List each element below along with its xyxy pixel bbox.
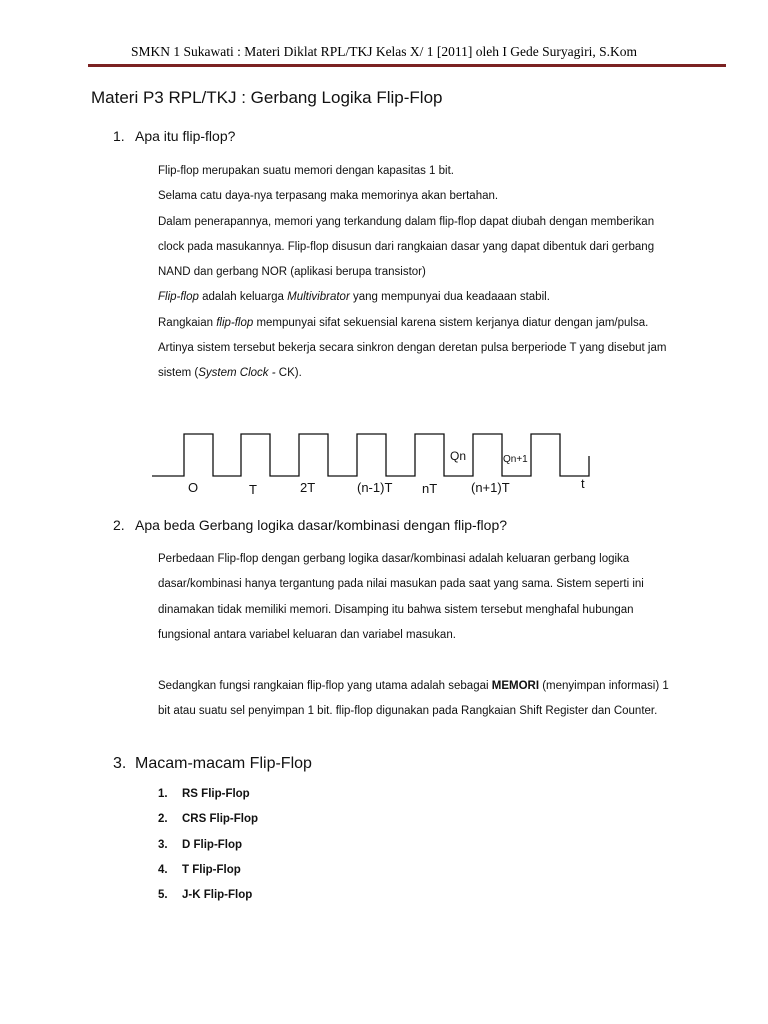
s2-p2-memori: MEMORI	[491, 680, 540, 692]
list-item	[158, 782, 258, 807]
list-item-label: T Flip-Flop	[182, 863, 241, 876]
section-3-heading	[113, 755, 312, 773]
s1-line-1: Flip-flop merupakan suatu memori dengan kapasitas 1 bit.	[158, 165, 454, 177]
section-1-title: Apa itu flip-flop?	[135, 128, 236, 144]
label-t: T	[249, 482, 257, 497]
s1-line-5: NAND dan gerbang NOR (aplikasi berupa transistor)	[158, 266, 426, 279]
s1-line-7-b: flip-flop	[216, 316, 254, 329]
section-2-title: Apa beda Gerbang logika dasar/kombinasi dengan flip-flop?	[135, 517, 508, 533]
s1-line-3: Dalam penerapannya, memori yang terkandung dalam flip-flop dapat diubah dengan memberikan	[158, 215, 655, 228]
list-item-label: D Flip-Flop	[182, 838, 243, 851]
s2-p1-line-3: dinamakan tidak memiliki memori. Disamping itu bahwa sistem tersebut menghafal hubungan	[158, 603, 634, 616]
s1-line-2: Selama catu daya-nya terpasang maka memorinya akan bertahan.	[158, 190, 499, 203]
list-item-label: CRS Flip-Flop	[182, 813, 259, 826]
label-2t: 2T	[300, 480, 316, 495]
section-1-number: 1.	[113, 128, 125, 144]
section-2-para-2	[158, 674, 728, 725]
s2-p2-line-1	[158, 674, 728, 699]
section-1-heading	[113, 128, 235, 144]
list-item-number: 1.	[158, 788, 168, 800]
s2-p2-line-1-c: (menyimpan informasi) 1	[539, 680, 669, 692]
header-rule	[88, 64, 726, 67]
label-n-minus-1-t: (n-1)T	[357, 480, 393, 495]
s2-p2-line-1-a: Sedangkan fungsi rangkaian flip-flop yang utama adalah sebagai	[158, 680, 492, 692]
list-item	[158, 833, 258, 858]
section-1-body	[158, 159, 728, 387]
label-axis-t: t	[581, 476, 585, 491]
list-item-label: J-K Flip-Flop	[182, 889, 253, 902]
s2-p2-line-2: bit atau suatu sel penyimpan 1 bit. flip-flop digunakan pada Rangkaian Shift Register dan Counter.	[158, 705, 658, 718]
s1-line-7	[158, 311, 728, 336]
label-nt: nT	[422, 481, 438, 496]
list-item-number: 4.	[158, 863, 168, 876]
list-item-number: 5.	[158, 889, 168, 902]
list-item-number: 3.	[158, 838, 168, 851]
section-3-title: Macam-macam Flip-Flop	[135, 755, 312, 772]
list-item-label: RS Flip-Flop	[182, 788, 250, 800]
s1-line-6-b: adalah keluarga	[198, 291, 288, 304]
section-2-para-1	[158, 547, 728, 648]
section-2-heading	[113, 517, 507, 533]
s1-line-6-c: Multivibrator	[287, 291, 350, 304]
section-3-number: 3.	[113, 755, 127, 772]
list-item	[158, 858, 258, 883]
clock-waveform-diagram	[0, 420, 768, 500]
s1-line-9-b: System Clock -	[198, 367, 279, 380]
label-o: O	[188, 480, 199, 495]
section-2-number: 2.	[113, 517, 125, 533]
label-qn: Qn	[450, 449, 467, 463]
list-item	[158, 807, 258, 832]
s2-p1-line-4: fungsional antara variabel keluaran dan variabel masukan.	[158, 628, 456, 641]
s1-line-7-a: Rangkaian	[158, 316, 217, 329]
s1-line-9-a: sistem (	[158, 367, 199, 380]
s1-line-9-c: CK).	[278, 367, 302, 380]
s1-line-8: Artinya sistem tersebut bekerja secara sinkron dengan deretan pulsa berperiode T yang disebut jam	[158, 342, 667, 355]
list-item-number: 2.	[158, 813, 168, 826]
flip-flop-type-list	[158, 782, 258, 908]
s2-p1-line-1: Perbedaan Flip-flop dengan gerbang logika dasar/kombinasi adalah keluaran gerbang logika	[158, 553, 630, 565]
s1-line-6-a: Flip-flop	[158, 291, 199, 304]
s2-p1-line-2: dasar/kombinasi hanya tergantung pada nilai masukan pada saat yang sama. Sistem seperti ini	[158, 578, 644, 591]
label-qn-plus-1: Qn+1	[503, 454, 528, 465]
document-title: Materi P3 RPL/TKJ : Gerbang Logika Flip-Flop	[91, 88, 443, 107]
list-item	[158, 883, 258, 908]
s1-line-6-d: yang mempunyai dua keadaaan stabil.	[349, 291, 550, 304]
s1-line-9	[158, 361, 728, 386]
s1-line-7-c: mempunyai sifat sekuensial karena sistem kerjanya diatur dengan jam/pulsa.	[253, 316, 649, 329]
label-n-plus-1-t: (n+1)T	[471, 480, 510, 495]
page-header: SMKN 1 Sukawati : Materi Diklat RPL/TKJ Kelas X/ 1 [2011] oleh I Gede Suryagiri, S.Kom	[130, 44, 638, 59]
s1-line-6	[158, 285, 728, 310]
s1-line-4: clock pada masukannya. Flip-flop disusun dari rangkaian dasar yang dapat dibentuk dari gerbang	[158, 240, 655, 253]
